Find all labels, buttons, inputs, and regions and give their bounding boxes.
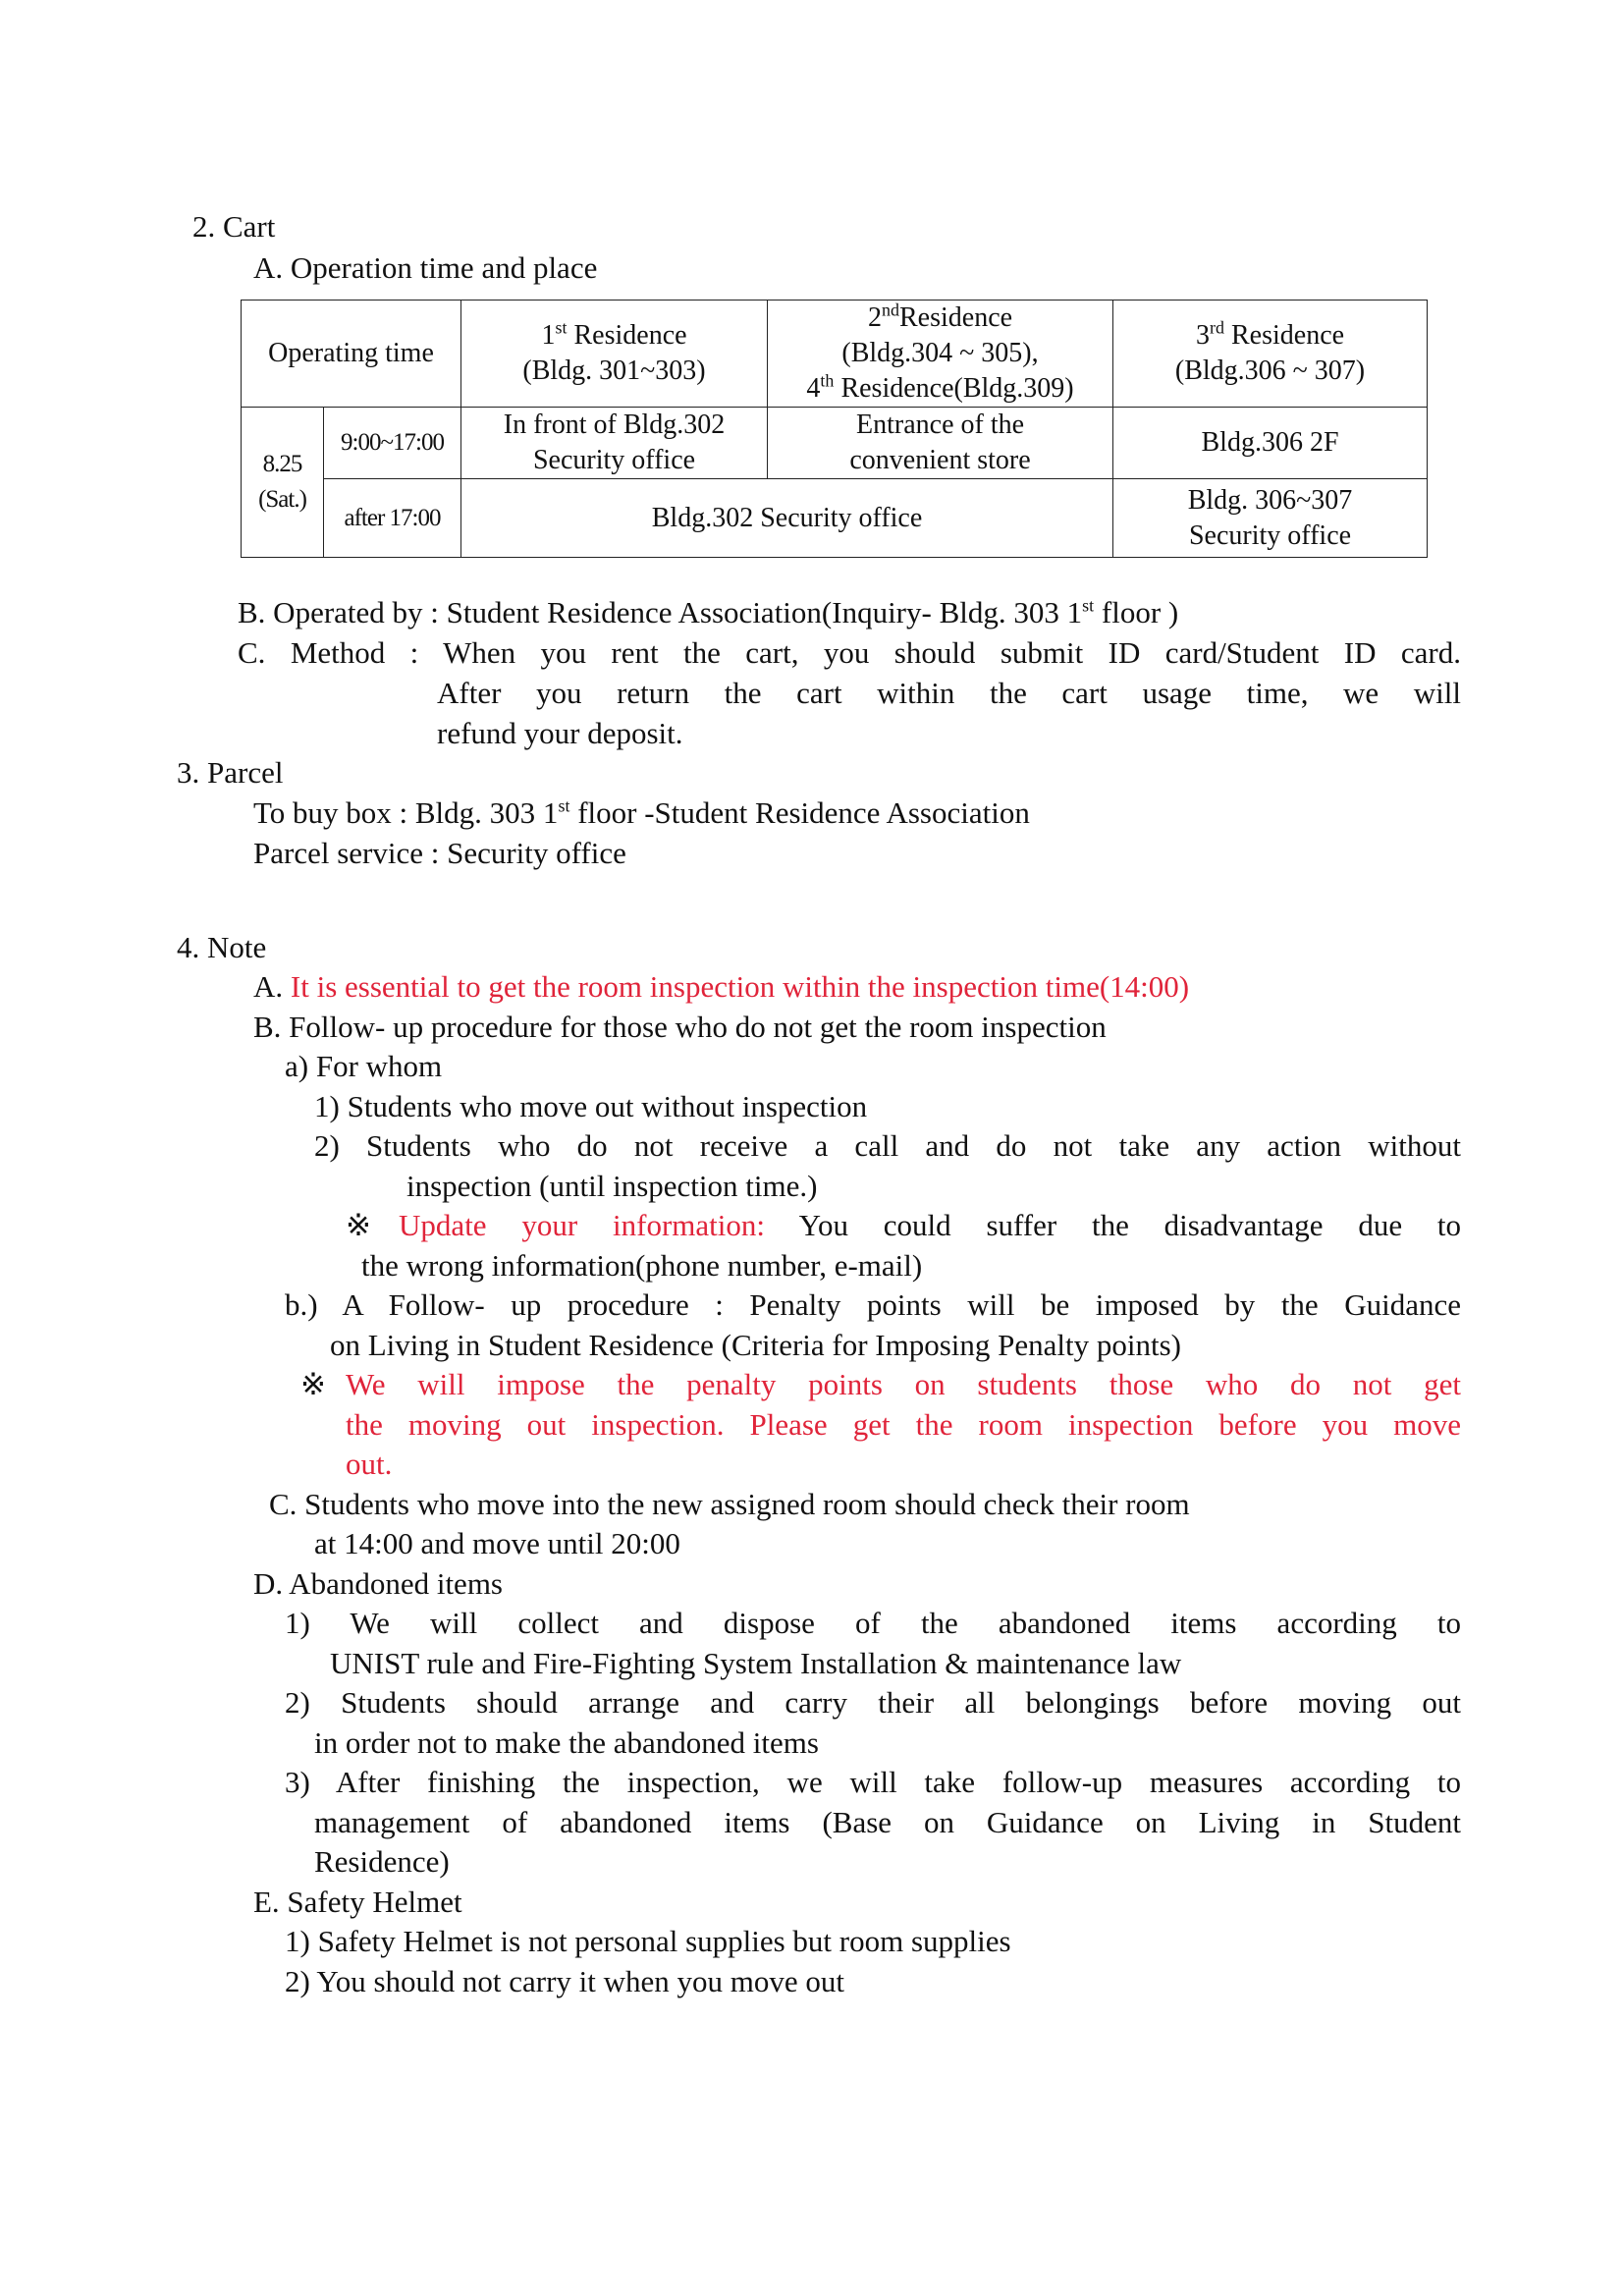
note-b-a-2-line2: inspection (until inspection time.): [406, 1169, 818, 1203]
note-a: A. It is essential to get the room inspection within the inspection time(14:00): [253, 969, 1190, 1004]
section-2-heading: 2. Cart: [192, 209, 276, 244]
header-residence-3: 3rd Residence (Bldg.306 ~ 307): [1113, 301, 1428, 408]
section-2c-method-line3: refund your deposit.: [437, 716, 683, 750]
penalty-warning-line2: the moving out inspection. Please get the room inspection before you move: [346, 1407, 1461, 1442]
note-d-3-line3: Residence): [314, 1844, 450, 1879]
date-cell: 8.25 (Sat.): [242, 408, 324, 558]
time-slot-2: after 17:00: [324, 479, 461, 558]
slot1-residence-1: In front of Bldg.302 Security office: [461, 408, 768, 479]
note-c-line2: at 14:00 and move until 20:00: [314, 1526, 680, 1560]
time-slot-1: 9:00~17:00: [324, 408, 461, 479]
table-row: [242, 479, 1428, 558]
note-d-3-line2: management of abandoned items (Base on Guidance on Living in Student: [314, 1805, 1461, 1839]
note-b: B. Follow- up procedure for those who do not get the room inspection: [253, 1010, 1107, 1044]
parcel-service-line: Parcel service : Security office: [253, 836, 626, 870]
header-operating-time: Operating time: [242, 301, 461, 408]
note-b-a-2-line1: 2) Students who do not receive a call and do not take any action without: [314, 1128, 1461, 1163]
note-c-line1: C. Students who move into the new assigned room should check their room: [269, 1487, 1190, 1521]
section-3-heading: 3. Parcel: [177, 755, 284, 790]
note-d-1-line1: 1) We will collect and dispose of the abandoned items according to: [285, 1606, 1461, 1640]
section-2a-heading: A. Operation time and place: [253, 250, 598, 285]
note-d-2-line1: 2) Students should arrange and carry their all belongings before moving out: [285, 1685, 1461, 1720]
note-b-b-line1: b.) A Follow- up procedure : Penalty points will be imposed by the Guidance: [285, 1287, 1461, 1322]
update-info-notice-line2: the wrong information(phone number, e-mail): [361, 1248, 923, 1283]
note-e-heading: E. Safety Helmet: [253, 1885, 462, 1919]
table-row: [242, 408, 1428, 479]
update-info-notice: ※Update your information: You could suffer the disadvantage due to: [346, 1208, 1462, 1242]
penalty-warning-line1: We will impose the penalty points on students those who do not get: [346, 1367, 1461, 1401]
section-4-heading: 4. Note: [177, 930, 267, 964]
warning-mark: ※: [300, 1367, 326, 1401]
note-e-2: 2) You should not carry it when you move out: [285, 1964, 845, 1998]
section-2c-method-line2: After you return the cart within the cart usage time, we will: [437, 676, 1461, 710]
note-d-2-line2: in order not to make the abandoned items: [314, 1725, 819, 1760]
penalty-warning-line3: out.: [346, 1447, 393, 1481]
note-b-a-1: 1) Students who move out without inspection: [314, 1089, 868, 1123]
section-2b-operated-by: B. Operated by : Student Residence Association(Inquiry- Bldg. 303 1st floor ): [238, 595, 1179, 629]
note-e-1: 1) Safety Helmet is not personal supplies but room supplies: [285, 1924, 1011, 1958]
table-header-row: [242, 301, 1428, 408]
note-d-3-line1: 3) After finishing the inspection, we will take follow-up measures according to: [285, 1765, 1461, 1799]
note-d-1-line2: UNIST rule and Fire-Fighting System Installation & maintenance law: [330, 1646, 1182, 1680]
note-b-a: a) For whom: [285, 1049, 443, 1083]
note-d-heading: D. Abandoned items: [253, 1566, 503, 1601]
header-residence-1: 1st Residence (Bldg. 301~303): [461, 301, 768, 408]
slot2-residence-1-2: Bldg.302 Security office: [461, 479, 1113, 558]
header-residence-2-4: 2ndResidence (Bldg.304 ~ 305), 4th Residence(Bldg.309): [768, 301, 1113, 408]
slot1-residence-2: Entrance of the convenient store: [768, 408, 1113, 479]
section-2c-method-line1: C. Method : When you rent the cart, you should submit ID card/Student ID card.: [238, 635, 1461, 670]
operation-table: [241, 300, 1428, 558]
parcel-box-line: To buy box : Bldg. 303 1st floor -Student Residence Association: [253, 795, 1030, 830]
slot2-residence-3: Bldg. 306~307 Security office: [1113, 479, 1428, 558]
note-b-b-line2: on Living in Student Residence (Criteria for Imposing Penalty points): [330, 1328, 1182, 1362]
slot1-residence-3: Bldg.306 2F: [1113, 408, 1428, 479]
